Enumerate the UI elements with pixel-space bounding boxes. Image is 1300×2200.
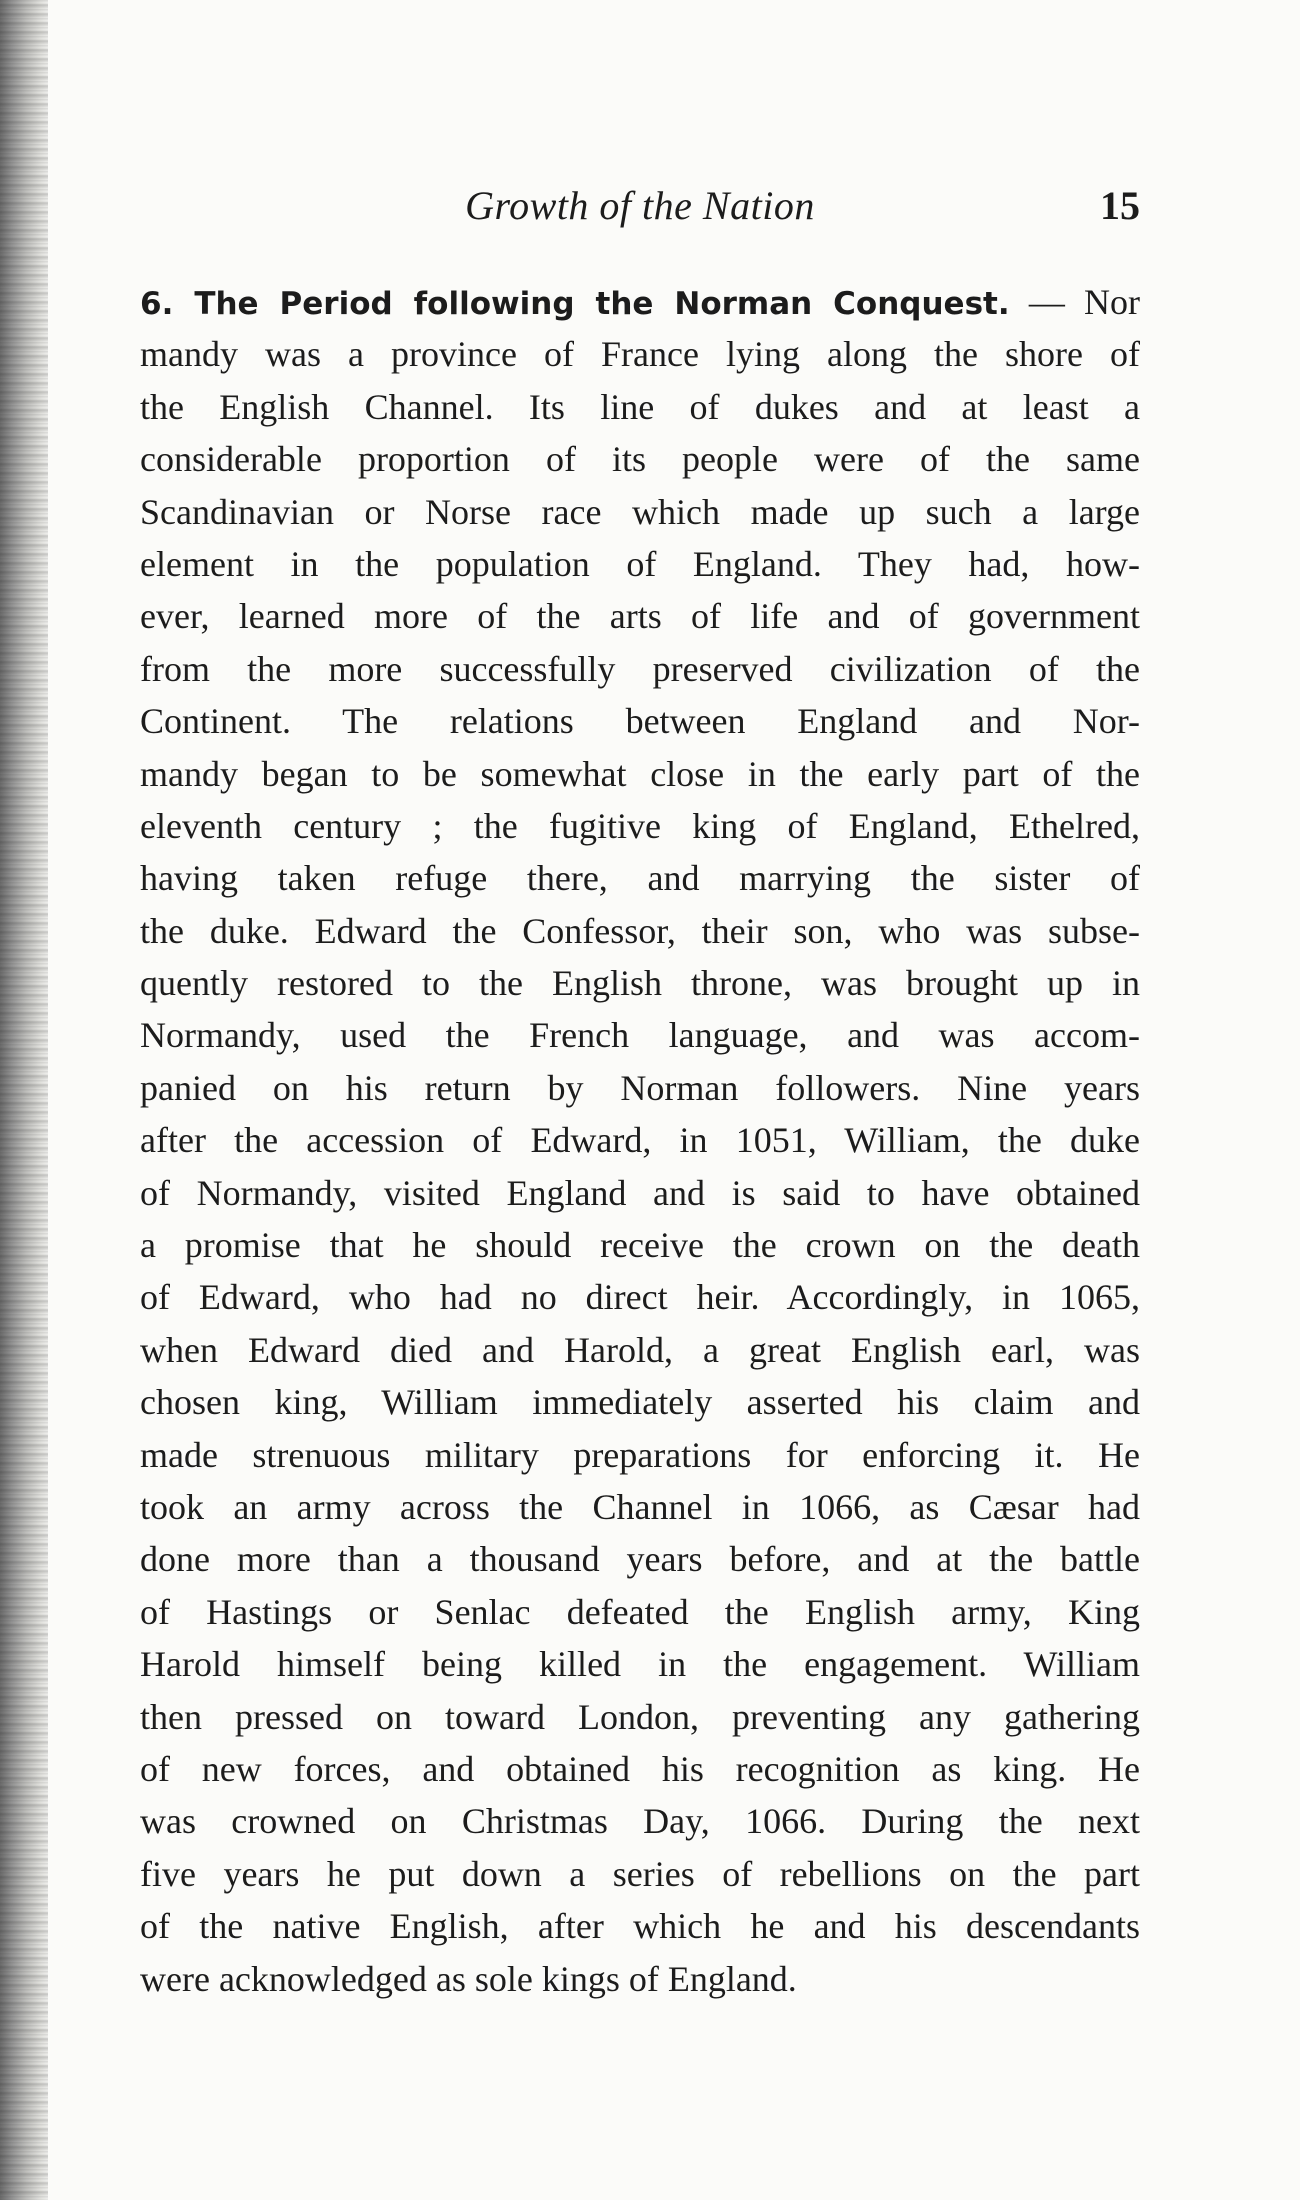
text-line: element in the population of England. They had, how- <box>140 543 1140 584</box>
text-line: made strenuous military preparations for enforcing it. He <box>140 1434 1140 1475</box>
text-line: having taken refuge there, and marrying the sister of <box>140 858 1140 899</box>
text-line: the English Channel. Its line of dukes and at least a <box>140 386 1140 427</box>
text-line: took an army across the Channel in 1066, as Cæsar had <box>140 1486 1140 1527</box>
text-line: chosen king, William immediately asserted his claim and <box>140 1382 1140 1423</box>
text-line: of Normandy, visited England and is said to have obtained <box>140 1172 1140 1213</box>
running-head <box>140 182 1140 242</box>
text-line: mandy began to be somewhat close in the early part of the <box>140 753 1140 794</box>
text-line: from the more successfully preserved civilization of the <box>140 648 1140 689</box>
text-line: ever, learned more of the arts of life and of government <box>140 596 1140 637</box>
line-fragment: Nor <box>1084 282 1141 322</box>
section-heading: 6. The Period following the Norman Conquest. <box>140 286 1010 322</box>
text-line: done more than a thousand years before, and at the battle <box>140 1539 1140 1580</box>
heading-dash: — <box>1009 282 1085 322</box>
text-line: of Edward, who had no direct heir. Accordingly, in 1065, <box>140 1277 1140 1318</box>
text-line: panied on his return by Norman followers. Nine years <box>140 1067 1140 1108</box>
text-line: the duke. Edward the Confessor, their son, who was subse- <box>140 910 1140 951</box>
text-line: after the accession of Edward, in 1051, William, the duke <box>140 1120 1140 1161</box>
text-line: then pressed on toward London, preventing any gathering <box>140 1696 1140 1737</box>
text-line: Normandy, used the French language, and was accom- <box>140 1015 1140 1056</box>
text-line: mandy was a province of France lying along the shore of <box>140 334 1140 375</box>
text-line: when Edward died and Harold, a great English earl, was <box>140 1329 1140 1370</box>
text-line: of Hastings or Senlac defeated the English army, King <box>140 1591 1140 1632</box>
text-line: a promise that he should receive the crown on the death <box>140 1225 1140 1266</box>
text-line: Scandinavian or Norse race which made up such a large <box>140 491 1140 532</box>
text-line: of the native English, after which he and his descendants <box>140 1906 1140 1947</box>
text-line <box>140 276 1140 328</box>
text-line: were acknowledged as sole kings of England. <box>140 1958 797 1999</box>
body-text <box>140 276 1140 2005</box>
text-line: considerable proportion of its people were of the same <box>140 439 1140 480</box>
page-binding-edge <box>0 0 48 2200</box>
text-line: quently restored to the English throne, was brought up in <box>140 963 1140 1004</box>
text-line: Continent. The relations between England and Nor- <box>140 701 1140 742</box>
text-line: five years he put down a series of rebellions on the part <box>140 1853 1140 1894</box>
text-line: Harold himself being killed in the engagement. William <box>140 1644 1140 1685</box>
text-line: eleventh century ; the fugitive king of England, Ethelred, <box>140 805 1140 846</box>
page-number: 15 <box>1100 183 1140 228</box>
text-line: was crowned on Christmas Day, 1066. During the next <box>140 1801 1140 1842</box>
text-line: of new forces, and obtained his recognition as king. He <box>140 1748 1140 1789</box>
running-title: Growth of the Nation <box>465 183 815 228</box>
